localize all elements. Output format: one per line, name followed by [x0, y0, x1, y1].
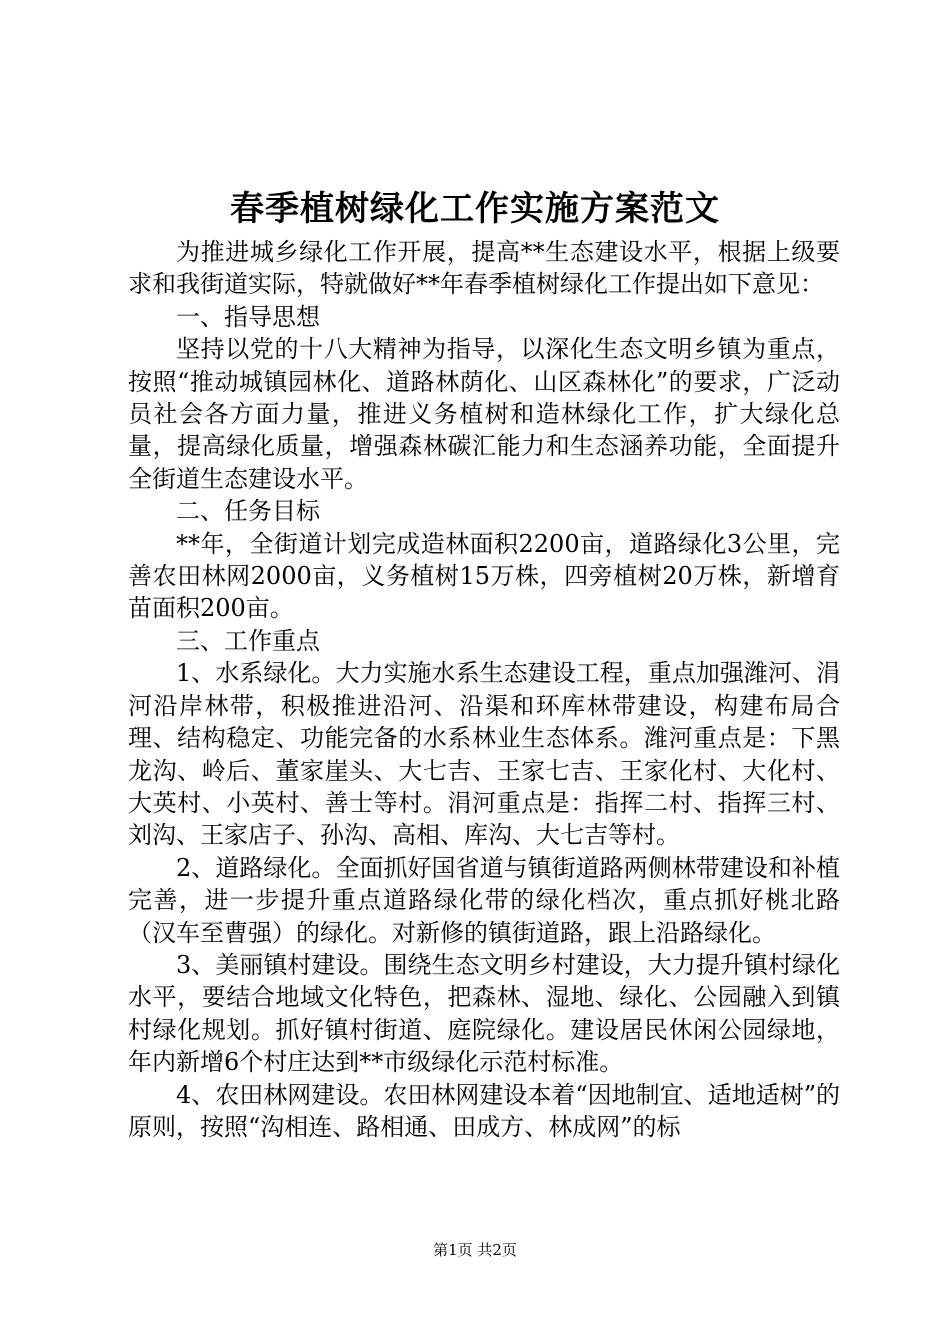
section-heading-guiding-ideology: 一、指导思想	[176, 302, 320, 331]
paragraph-water-greening: 1、水系绿化。大力实施水系生态建设工程，重点加强潍河、涓河沿岸林带，积极推进沿河、沿渠和环库林带建设，构建布局合理、结构稳定、功能完备的水系林业生态体系。潍河重点是：下黑龙沟、岭后、董家崖头、大七吉、王家七吉、王家化村、大化村、大英村、小英村、善士等村。涓河重点是：指挥二村、指挥三村、刘沟、王家店子、孙沟、高相、库沟、大七吉等村。	[128, 659, 840, 850]
section-heading-work-focus: 三、工作重点	[176, 626, 320, 655]
document-title: 春季植树绿化工作实施方案范文	[230, 189, 720, 229]
page-number-footer: 第1页 共2页	[433, 1241, 517, 1259]
paragraph-task-goals: **年，全街道计划完成造林面积2200亩，道路绿化3公里，完善农田林网2000亩，义务植树15万株，四旁植树20万株，新增育苗面积200亩。	[128, 529, 840, 623]
paragraph-farmland-network: 4、农田林网建设。农田林网建设本着“因地制宜、适地适树”的原则，按照“沟相连、路相通、田成方、林成网”的标	[128, 1080, 840, 1141]
paragraph-village-construction: 3、美丽镇村建设。围绕生态文明乡村建设，大力提升镇村绿化水平，要结合地域文化特色，把森林、湿地、绿化、公园融入到镇村绿化规划。抓好镇村街道、庭院绿化。建设居民休闲公园绿地，年内新增6个村庄达到**市级绿化示范村标准。	[128, 950, 840, 1077]
paragraph-intro: 为推进城乡绿化工作开展，提高**生态建设水平，根据上级要求和我街道实际，特就做好**年春季植树绿化工作提出如下意见：	[128, 238, 840, 299]
paragraph-road-greening: 2、道路绿化。全面抓好国省道与镇街道路两侧林带建设和补植完善，进一步提升重点道路绿化带的绿化档次，重点抓好桃北路（汉车至曹强）的绿化。对新修的镇街道路，跟上沿路绿化。	[128, 853, 840, 947]
section-heading-task-goals: 二、任务目标	[176, 497, 320, 526]
paragraph-guiding-ideology: 坚持以党的十八大精神为指导，以深化生态文明乡镇为重点，按照“推动城镇园林化、道路林荫化、山区森林化”的要求，广泛动员社会各方面力量，推进义务植树和造林绿化工作，扩大绿化总量，提高绿化质量，增强森林碳汇能力和生态涵养功能，全面提升全街道生态建设水平。	[128, 335, 840, 493]
document-body	[128, 236, 840, 1143]
